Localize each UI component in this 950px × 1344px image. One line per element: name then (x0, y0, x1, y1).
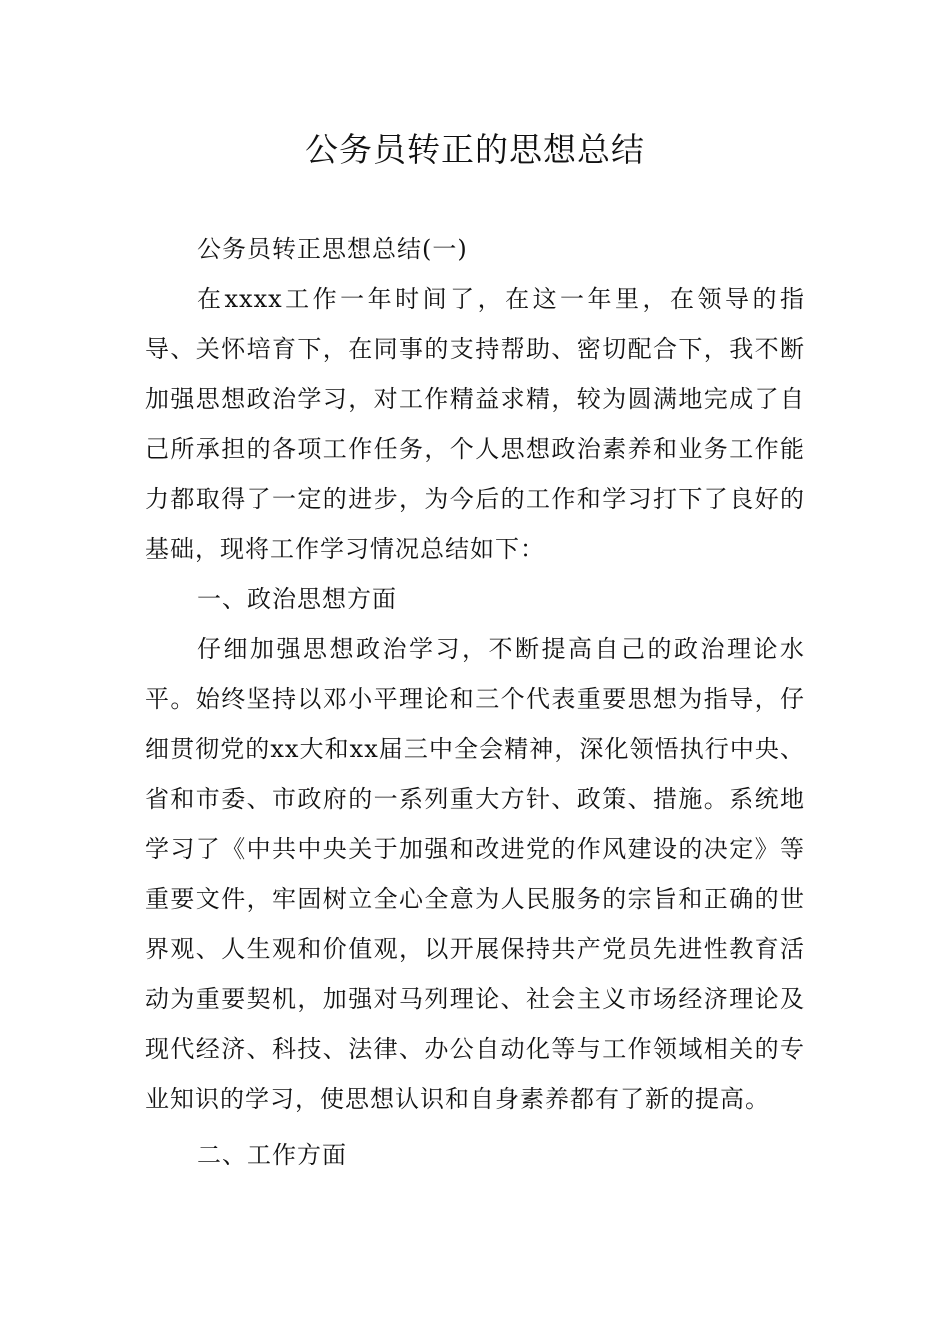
intro-paragraph: 在xxxx工作一年时间了，在这一年里，在领导的指导、关怀培育下，在同事的支持帮助、密切配合下，我不断加强思想政治学习，对工作精益求精，较为圆满地完成了自己所承担的各项工作任务，个人思想政治素养和业务工作能力都取得了一定的进步，为今后的工作和学习打下了良好的基础，现将工作学习情况总结如下： (145, 285, 805, 563)
section-heading-politics: 一、政治思想方面 (197, 585, 397, 613)
section-heading-work: 二、工作方面 (197, 1141, 347, 1169)
document-title: 公务员转正的思想总结 (305, 130, 645, 169)
subtitle-paragraph: 公务员转正思想总结(一) (197, 235, 468, 263)
politics-paragraph: 仔细加强思想政治学习，不断提高自己的政治理论水平。始终坚持以邓小平理论和三个代表重要思想为指导，仔细贯彻党的xx大和xx届三中全会精神，深化领悟执行中央、省和市委、市政府的一系列重大方针、政策、措施。系统地学习了《中共中央关于加强和改进党的作风建设的决定》等重要文件，牢固树立全心全意为人民服务的宗旨和正确的世界观、人生观和价值观，以开展保持共产党员先进性教育活动为重要契机，加强对马列理论、社会主义市场经济理论及现代经济、科技、法律、办公自动化等与工作领域相关的专业知识的学习，使思想认识和自身素养都有了新的提高。 (145, 635, 805, 1113)
document-body (145, 224, 805, 1180)
